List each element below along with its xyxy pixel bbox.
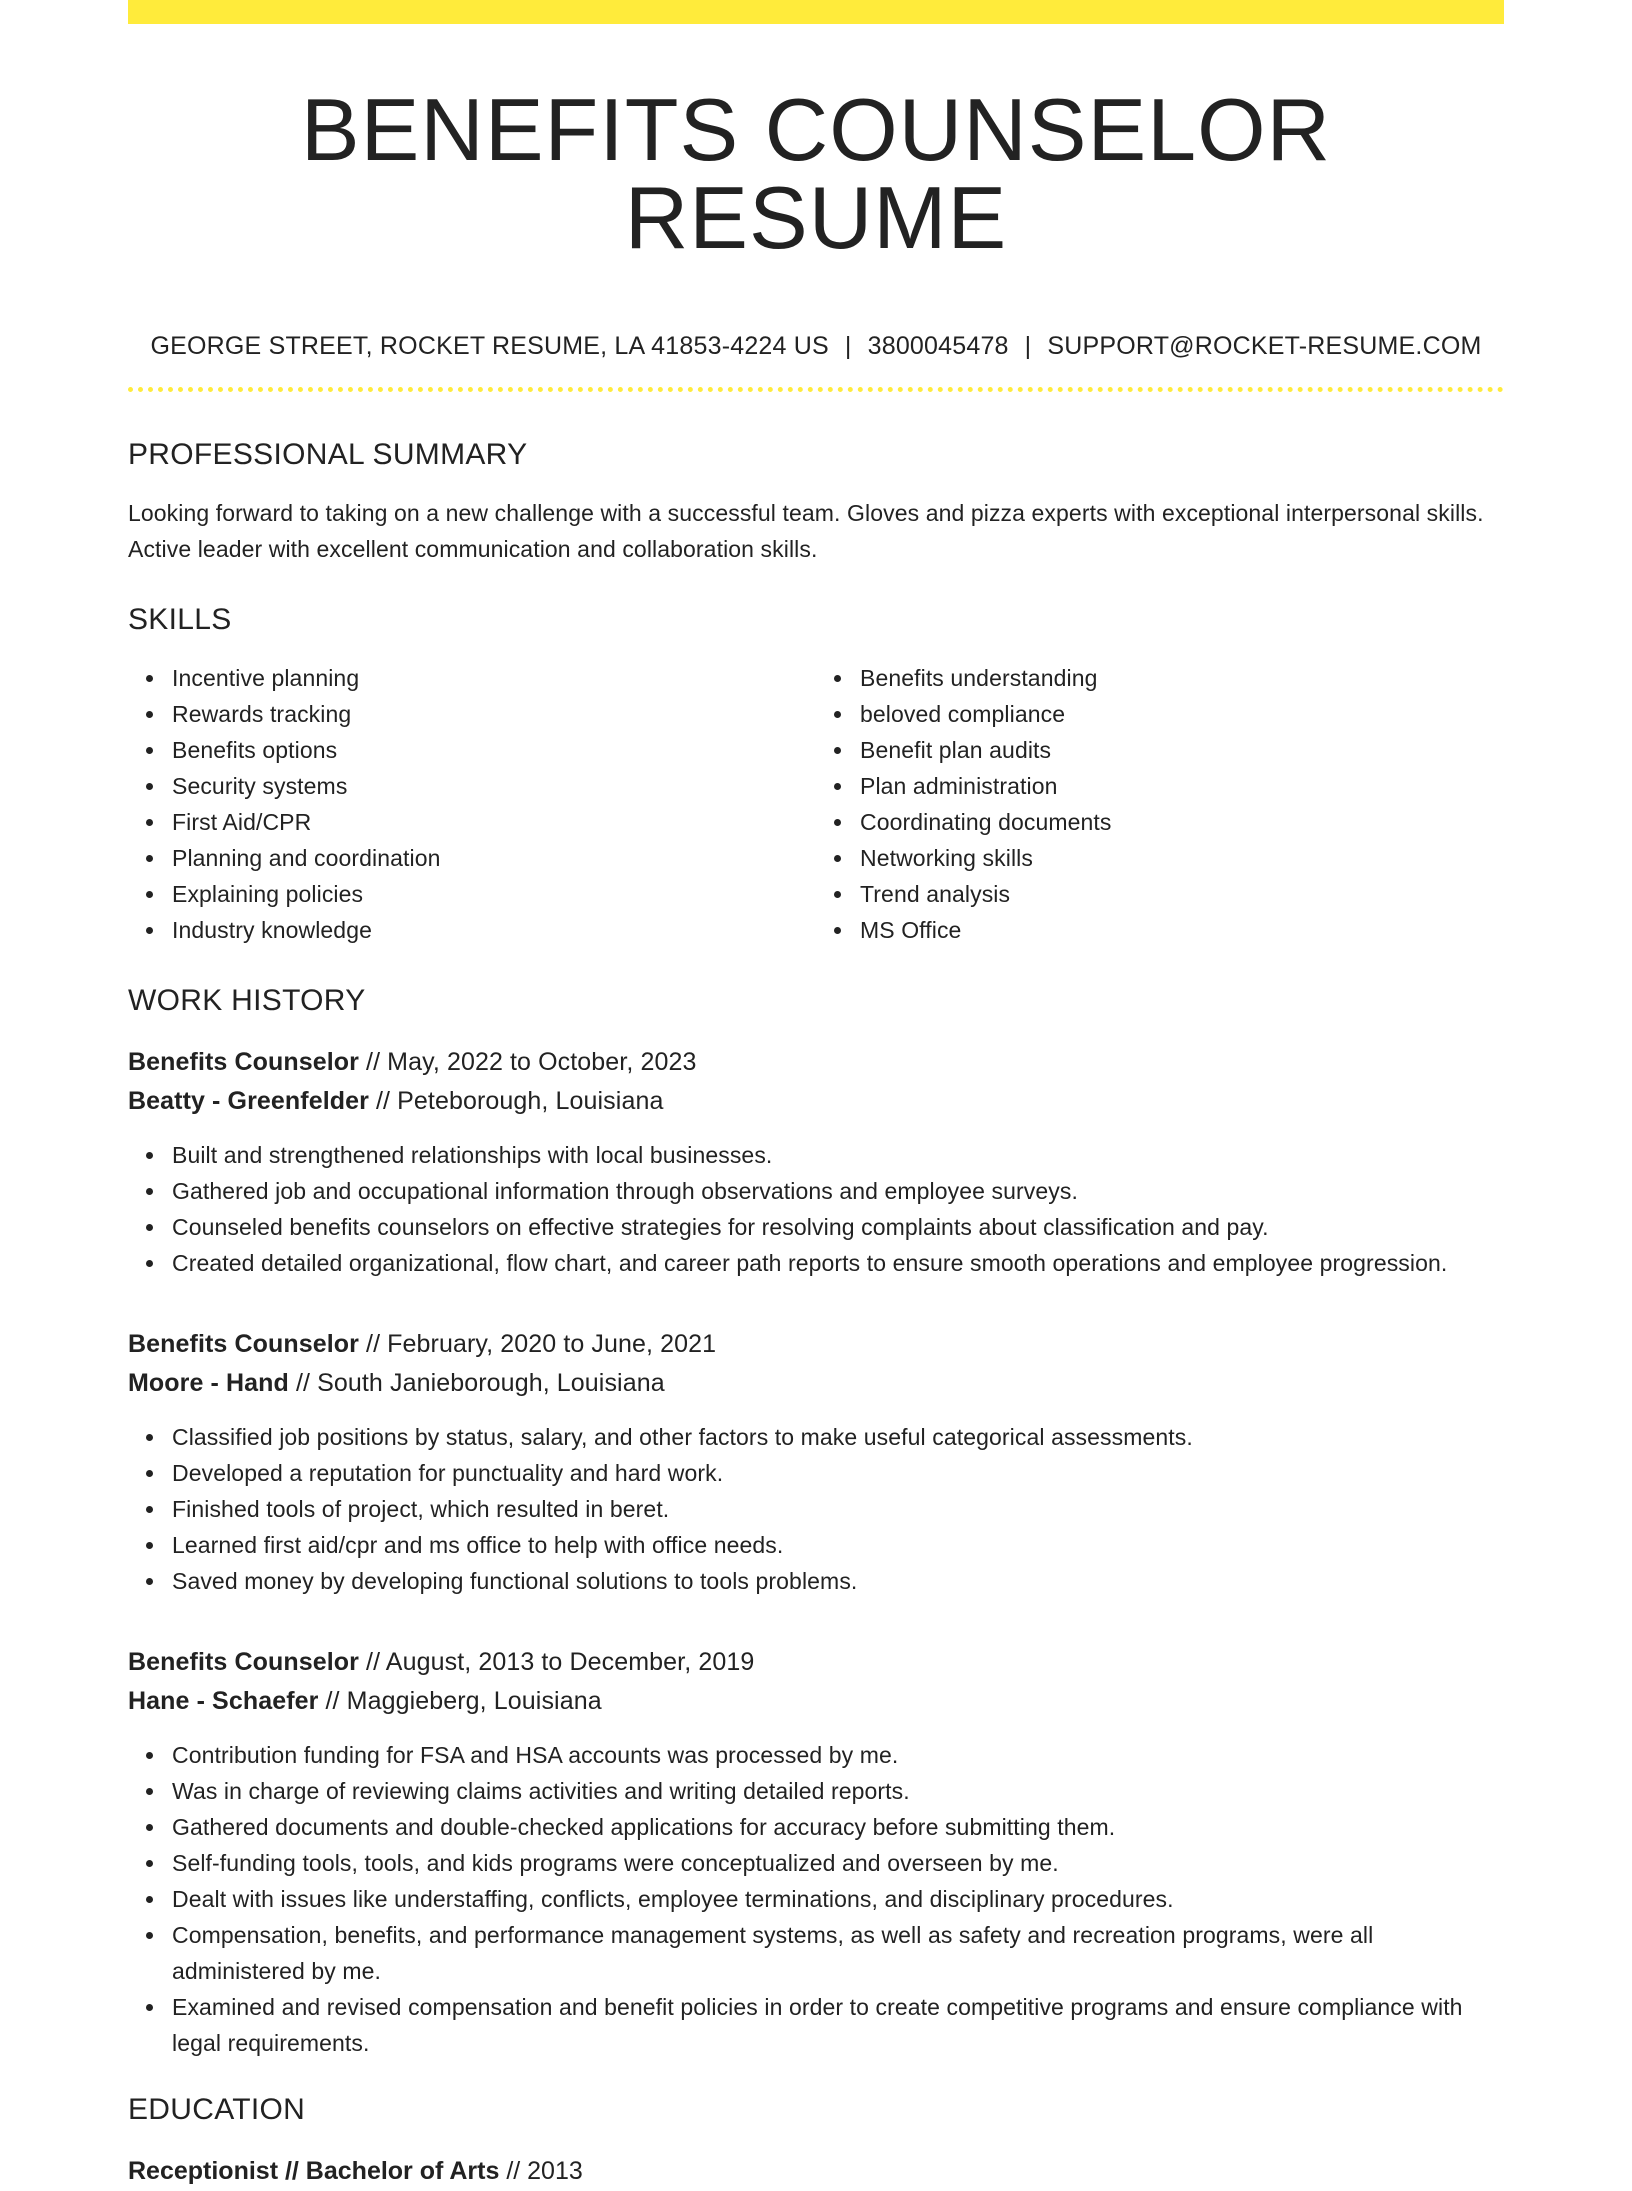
job-bullet: Examined and revised compensation and benefit policies in order to create competitive programs and ensure compliance with legal requirements. bbox=[172, 1989, 1504, 2061]
skill-item: Explaining policies bbox=[172, 876, 816, 912]
job-title: Benefits Counselor bbox=[128, 1330, 359, 1358]
job-dates: // February, 2020 to June, 2021 bbox=[359, 1330, 717, 1358]
skill-item: Industry knowledge bbox=[172, 912, 816, 948]
job-bullet: Counseled benefits counselors on effective strategies for resolving complaints about classification and pay. bbox=[172, 1209, 1504, 1245]
education-entry bbox=[128, 2152, 1504, 2191]
work-history-heading: WORK HISTORY bbox=[128, 984, 366, 1017]
job-bullet: Dealt with issues like understaffing, conflicts, employee terminations, and disciplinary procedures. bbox=[172, 1881, 1504, 1917]
job-bullet: Was in charge of reviewing claims activities and writing detailed reports. bbox=[172, 1773, 1504, 1809]
job-location: // Maggieberg, Louisiana bbox=[318, 1687, 602, 1715]
summary-heading: PROFESSIONAL SUMMARY bbox=[128, 438, 528, 471]
skill-item: Incentive planning bbox=[172, 660, 816, 696]
skill-item: Networking skills bbox=[860, 840, 1504, 876]
job-bullet: Learned first aid/cpr and ms office to help with office needs. bbox=[172, 1527, 1504, 1563]
skill-item: Plan administration bbox=[860, 768, 1504, 804]
skill-item: MS Office bbox=[860, 912, 1504, 948]
job-title-line bbox=[128, 1043, 1504, 1082]
job-title: Benefits Counselor bbox=[128, 1648, 359, 1676]
skill-item: Trend analysis bbox=[860, 876, 1504, 912]
job-bullet: Gathered job and occupational information through observations and employee surveys. bbox=[172, 1173, 1504, 1209]
education-heading: EDUCATION bbox=[128, 2093, 306, 2126]
job-title-line bbox=[128, 1325, 1504, 1364]
job-entry bbox=[128, 1043, 1504, 1281]
job-company-line bbox=[128, 1082, 1504, 1121]
job-bullets bbox=[128, 1419, 1504, 1599]
resume-page bbox=[128, 0, 1504, 2191]
job-location: // South Janieborough, Louisiana bbox=[288, 1369, 665, 1397]
job-title: Benefits Counselor bbox=[128, 1048, 359, 1076]
resume-title: BENEFITS COUNSELOR RESUME bbox=[300, 80, 1332, 267]
contact-separator: | bbox=[844, 332, 852, 360]
job-company: Hane - Schaefer bbox=[128, 1687, 319, 1715]
skills-column-left bbox=[128, 660, 816, 948]
job-entry bbox=[128, 1643, 1504, 2061]
job-location: // Peteborough, Louisiana bbox=[368, 1087, 664, 1115]
contact-separator: | bbox=[1024, 332, 1032, 360]
job-entry bbox=[128, 1325, 1504, 1599]
dotted-divider bbox=[128, 387, 1504, 392]
job-bullet: Classified job positions by status, salary, and other factors to make useful categorical assessments. bbox=[172, 1419, 1504, 1455]
job-company-line bbox=[128, 1682, 1504, 1721]
job-bullet: Created detailed organizational, flow chart, and career path reports to ensure smooth operations and employee progression. bbox=[172, 1245, 1504, 1281]
contact-line bbox=[128, 334, 1504, 359]
job-bullets bbox=[128, 1137, 1504, 1281]
job-bullets bbox=[128, 1737, 1504, 2061]
job-bullet: Developed a reputation for punctuality and hard work. bbox=[172, 1455, 1504, 1491]
job-bullet: Contribution funding for FSA and HSA accounts was processed by me. bbox=[172, 1737, 1504, 1773]
skills-column-right bbox=[816, 660, 1504, 948]
education-year: // 2013 bbox=[499, 2157, 583, 2185]
job-company-line bbox=[128, 1364, 1504, 1403]
job-dates: // May, 2022 to October, 2023 bbox=[359, 1048, 697, 1076]
top-accent-bar bbox=[128, 0, 1504, 24]
job-bullet: Saved money by developing functional solutions to tools problems. bbox=[172, 1563, 1504, 1599]
job-bullet: Compensation, benefits, and performance management systems, as well as safety and recreation programs, were all administered by me. bbox=[172, 1917, 1504, 1989]
job-dates: // August, 2013 to December, 2019 bbox=[359, 1648, 755, 1676]
email[interactable]: SUPPORT@ROCKET-RESUME.COM bbox=[1047, 332, 1482, 360]
job-bullet: Self-funding tools, tools, and kids programs were conceptualized and overseen by me. bbox=[172, 1845, 1504, 1881]
summary-text: Looking forward to taking on a new challenge with a successful team. Gloves and pizza experts with exceptional interpersonal skills. Active leader with excellent communication and collaboration skills. bbox=[128, 500, 1484, 562]
job-company: Beatty - Greenfelder bbox=[128, 1087, 369, 1115]
skills-heading: SKILLS bbox=[128, 603, 232, 636]
skill-item: Benefits understanding bbox=[860, 660, 1504, 696]
job-company: Moore - Hand bbox=[128, 1369, 289, 1397]
skill-item: Security systems bbox=[172, 768, 816, 804]
skill-item: beloved compliance bbox=[860, 696, 1504, 732]
address: GEORGE STREET, ROCKET RESUME, LA 41853-4224 US bbox=[150, 332, 829, 360]
skill-item: Rewards tracking bbox=[172, 696, 816, 732]
job-bullet: Built and strengthened relationships with local businesses. bbox=[172, 1137, 1504, 1173]
job-title-line bbox=[128, 1643, 1504, 1682]
skill-item: Coordinating documents bbox=[860, 804, 1504, 840]
job-bullet: Gathered documents and double-checked applications for accuracy before submitting them. bbox=[172, 1809, 1504, 1845]
phone: 3800045478 bbox=[867, 332, 1009, 360]
job-bullet: Finished tools of project, which resulted in beret. bbox=[172, 1491, 1504, 1527]
skill-item: Benefit plan audits bbox=[860, 732, 1504, 768]
skill-item: Planning and coordination bbox=[172, 840, 816, 876]
education-degree: Receptionist // Bachelor of Arts bbox=[128, 2157, 500, 2185]
skill-item: First Aid/CPR bbox=[172, 804, 816, 840]
skills-grid bbox=[128, 660, 1504, 948]
skill-item: Benefits options bbox=[172, 732, 816, 768]
